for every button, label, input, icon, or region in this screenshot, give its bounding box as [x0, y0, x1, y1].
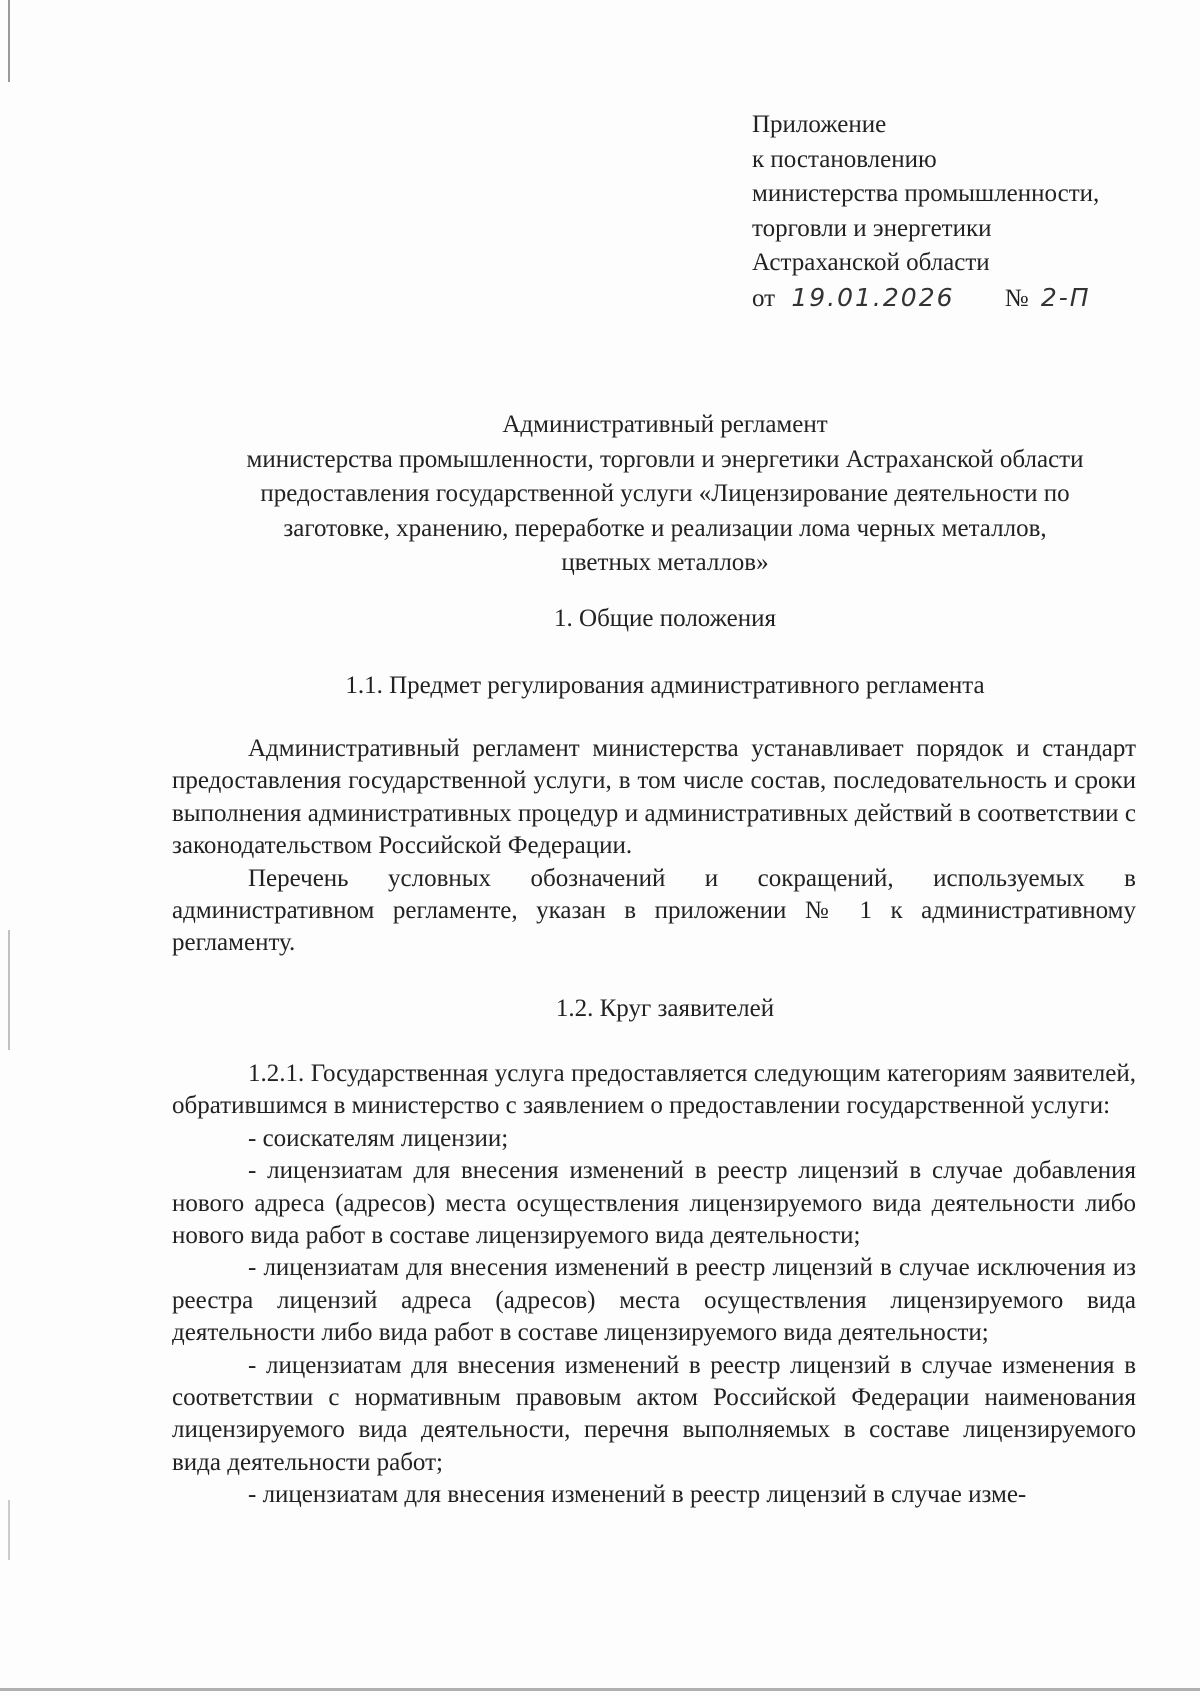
list-item: - лицензиатам для внесения изменений в реестр лицензий в случае изме-: [248, 1481, 1027, 1509]
subsection-heading: 1.2. Круг заявителей: [555, 995, 775, 1022]
approval-line: Приложение: [752, 111, 887, 138]
list-item: - лицензиатам для внесения изменений в реестр лицензий в случае добавления нового адреса (адресов) места осуществления лицензируемого вида деятельности либо нового вида работ в составе лицензируемого вида деятельности;: [172, 1157, 1136, 1250]
list-item: - лицензиатам для внесения изменений в реестр лицензий в случае изменения в соответствии с нормативным правовым актом Российской Федерации наименования лицензируемого вида деятельности, перечня выполняемых в составе лицензируемого вида деятельности работ;: [172, 1351, 1136, 1476]
subsection-heading: 1.1. Предмет регулирования административного регламента: [345, 672, 985, 699]
title-line: министерства промышленности, торговли и энергетики Астраханской области: [246, 445, 1084, 473]
title-line: Административный регламент: [502, 411, 828, 438]
paragraph: Перечень условных обозначений и сокращений, используемых в административном регламенте, указан в приложении № 1 к административному регламенту.: [172, 864, 1136, 957]
handwritten-number: 2-П: [1040, 282, 1091, 312]
title-line: заготовке, хранению, переработке и реализации лома черных металлов,: [283, 514, 1047, 542]
approval-stamp-block: [752, 108, 1192, 316]
approval-line: торговли и энергетики: [752, 214, 992, 242]
number-label: №: [1004, 284, 1029, 312]
document-title: [170, 408, 1160, 581]
paragraph: 1.2.1. Государственная услуга предоставляется следующим категориям заявителей, обратившимся в министерство с заявлением о предоставлении государственной услуги:: [172, 1060, 1136, 1120]
paragraph: Административный регламент министерства устанавливает порядок и стандарт предоставления государственной услуги, в том числе состав, последовательность и сроки выполнения административных процедур и административных действий в соответствии с законодательством Российской Федерации.: [172, 735, 1136, 860]
scan-bottom-edge: [0, 1688, 1200, 1691]
title-line: предоставления государственной услуги «Лицензирование деятельности по: [260, 480, 1070, 507]
approval-line: к постановлению: [752, 145, 937, 173]
title-line: цветных металлов»: [561, 549, 769, 576]
approval-date-line: [752, 281, 1192, 317]
list-item: - соискателям лицензии;: [248, 1124, 509, 1152]
scan-edge-mark: [8, 0, 10, 82]
approval-line: Астраханской области: [752, 249, 990, 276]
scan-edge-mark: [8, 1500, 10, 1560]
approval-line: министерства промышленности,: [752, 180, 1100, 207]
section-heading: 1. Общие положения: [554, 605, 776, 632]
section-1-2-body: [172, 1058, 1136, 1512]
scan-edge-mark: [8, 930, 10, 1050]
list-item: - лицензиатам для внесения изменений в реестр лицензий в случае исключения из реестра лицензий адреса (адресов) места осуществления лицензируемого вида деятельности либо вида работ в составе лицензируемого вида деятельности;: [172, 1254, 1136, 1347]
section-1-1-body: [172, 733, 1136, 960]
handwritten-date: 19.01.2026: [791, 282, 955, 312]
date-prefix: от: [752, 284, 776, 312]
